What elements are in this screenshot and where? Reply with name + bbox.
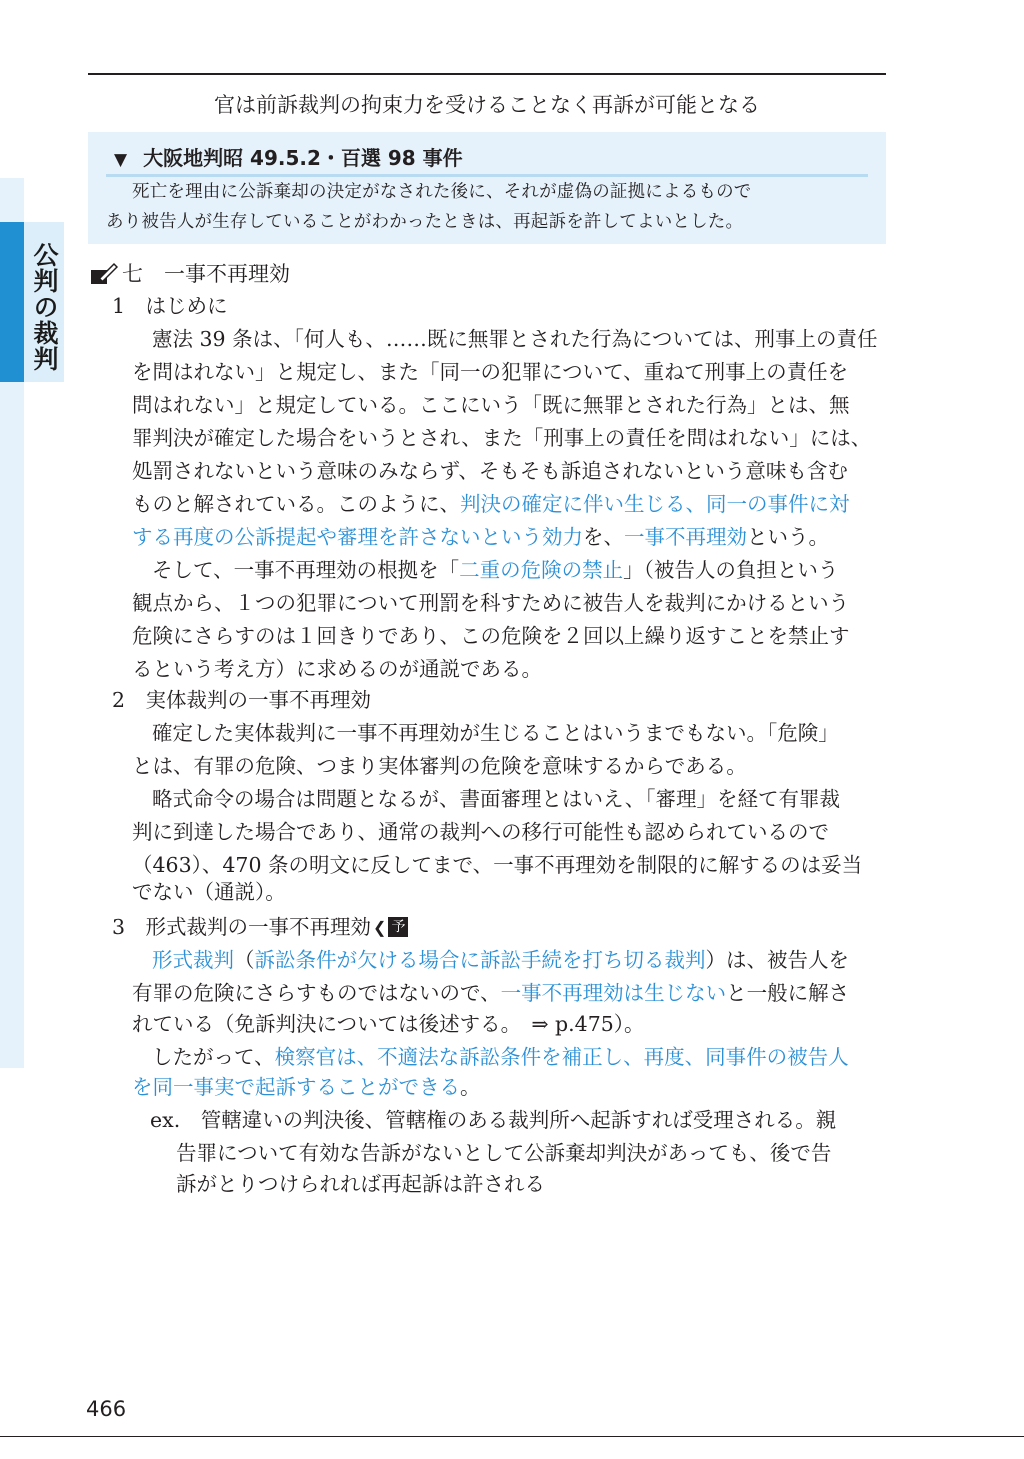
section-title: 七 一事不再理効 xyxy=(122,262,290,286)
sub1-p2-line1 xyxy=(152,554,838,587)
header-rule xyxy=(88,73,886,75)
case-box xyxy=(88,132,886,244)
sub1-p2-line2: 観点から、１つの犯罪について刑罰を科すために被告人を裁判にかけるという xyxy=(132,591,850,615)
case-summary xyxy=(106,177,868,237)
sub3-p2-line2 xyxy=(132,1071,481,1104)
case-line-1: 死亡を理由に公訴棄却の決定がなされた後に、それが虚偽の証拠によるもので xyxy=(132,182,752,202)
text-span: したがって、 xyxy=(152,1045,275,1069)
case-title xyxy=(114,144,463,174)
sub1-p1-line5: 処罰されないという意味のみならず、そもそも訴追されないという意味も含む xyxy=(132,459,848,483)
sub2-p2-line4: でない（通説）。 xyxy=(132,880,286,904)
sub3-p1-line2 xyxy=(132,977,849,1010)
sub1-p1-line1: 憲法 39 条は、「何人も、……既に無罪とされた行為については、刑事上の責任 xyxy=(152,327,878,351)
continued-text-line: 官は前訴裁判の拘束力を受けることなく再訴が可能となる xyxy=(214,93,760,117)
sub3-heading xyxy=(112,911,408,945)
text-span: 有罪の危険にさらすものではないので、 xyxy=(132,981,501,1005)
sub2-p2-line3: （463）、470 条の明文に反してまで、一事不再理効を制限的に解するのは妥当 xyxy=(132,853,863,877)
highlight-text: 一事不再理効は生じない xyxy=(500,981,727,1005)
highlight-text: 訴訟条件が欠ける場合に訴訟手続を打ち切る裁判 xyxy=(254,948,706,972)
highlight-text: 検察官は、不適法な訴訟条件を補正し、再度、同事件の被告人 xyxy=(274,1045,849,1069)
chevron-left-icon: ❮ xyxy=(373,918,387,938)
text-span: 。 xyxy=(460,1075,481,1099)
sub2-p2-line2: 判に到達した場合であり、通常の裁判への移行可能性も認められているので xyxy=(132,820,829,844)
sub1-p1-line6 xyxy=(132,488,850,521)
footer-rule xyxy=(0,1436,1024,1437)
highlight-term: 二重の危険の禁止 xyxy=(459,558,624,582)
sub3-ex-line1: ex. 管轄違いの判決後、管轄権のある裁判所へ起訴すれば受理される。親 xyxy=(150,1108,837,1132)
chapter-tab-bar xyxy=(0,222,24,382)
sub2-p1-line2: とは、有罪の危険、つまり実体審判の危険を意味するからである。 xyxy=(132,754,747,778)
text-span: （ xyxy=(234,948,255,972)
case-line-2: あり被告人が生存していることがわかったときは、再起訴を許してよいとした。 xyxy=(106,212,744,232)
sub3-p2-line1 xyxy=(152,1041,849,1074)
text-span: ものと解されている。このように、 xyxy=(132,492,460,516)
triangle-marker-icon: ▼ xyxy=(114,150,128,170)
text-span: を、 xyxy=(583,525,624,549)
highlight-term: 一事不再理効 xyxy=(624,525,747,549)
highlight-text: する再度の公訴提起や審理を許さないという効力 xyxy=(132,525,583,549)
text-span: ）は、被告人を xyxy=(705,948,849,972)
sub1-p1-line2: を問はれない」と規定し、また「同一の犯罪について、重ねて刑事上の責任を xyxy=(132,360,849,384)
sub1-p1-line7 xyxy=(132,521,829,554)
text-span: そして、一事不再理効の根拠を「 xyxy=(152,558,460,582)
text-span: と一般に解さ xyxy=(726,981,850,1005)
pen-note-icon xyxy=(90,262,118,286)
sub3-ex-line3: 訴がとりつけられれば再起訴は許される xyxy=(176,1172,545,1196)
sub3-ex-line2: 告罪について有効な告訴がないとして公訴棄却判決があっても、後で告 xyxy=(176,1141,832,1165)
sub3-heading-text: 3 形式裁判の一事不再理効 xyxy=(112,915,372,939)
text-span: 」（被告人の負担という xyxy=(623,558,839,582)
yobi-badge-icon: 予 xyxy=(388,917,408,937)
text-span: という。 xyxy=(747,525,829,549)
sub3-p1-line1 xyxy=(152,944,849,977)
case-title-text: 大阪地判昭 49.5.2・百選 98 事件 xyxy=(143,146,463,170)
highlight-text: を同一事実で起訴することができる xyxy=(132,1075,460,1099)
chapter-tab[interactable] xyxy=(0,222,64,382)
sub1-p2-line4: るという考え方）に求めるのが通説である。 xyxy=(132,657,542,681)
sub1-p1-line4: 罪判決が確定した場合をいうとされ、また「刑事上の責任を問はれない」には、 xyxy=(132,426,872,450)
sub2-heading: 2 実体裁判の一事不再理効 xyxy=(112,688,372,712)
sub2-p2-line1: 略式命令の場合は問題となるが、書面審理とはいえ、「審理」を経て有罪裁 xyxy=(152,787,840,811)
highlight-text: 判決の確定に伴い生じる、同一の事件に対 xyxy=(460,492,850,516)
sub3-p1-line3: れている（免訴判決については後述する。 ⇒ p.475）。 xyxy=(132,1012,645,1036)
sub1-p2-line3: 危険にさらすのは１回きりであり、この危険を２回以上繰り返すことを禁止す xyxy=(132,624,850,648)
page-number: 466 xyxy=(86,1397,127,1421)
sub1-p1-line3: 問はれない」と規定している。ここにいう「既に無罪とされた行為」とは、無 xyxy=(132,393,850,417)
sub1-heading: 1 はじめに xyxy=(112,294,228,318)
highlight-term: 形式裁判 xyxy=(152,948,234,972)
sub2-p1-line1: 確定した実体裁判に一事不再理効が生じることはいうまでもない。「危険」 xyxy=(152,721,839,745)
chapter-tab-label: 公判の裁判 xyxy=(30,242,59,372)
